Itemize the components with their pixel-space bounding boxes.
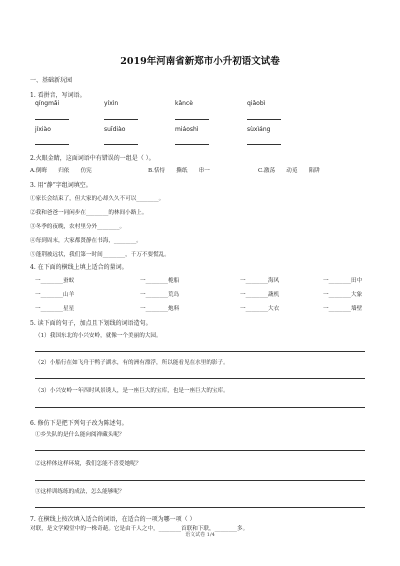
measure-word-item: 一________蚕蚁 [35,278,75,284]
measure-word-item: 一________海风 [240,278,280,284]
answer-line[interactable] [35,507,365,508]
pinyin-1: qíngmǎi [35,100,60,107]
measure-word-item: 一________山羊 [35,292,75,298]
rewrite-item-1: ①乡失队的是什么能向阅禅藏头呢？ [35,432,125,438]
measure-word-item: 一________星星 [35,306,75,312]
rewrite-item-3: ③这样训练练的成法，怎么能够呢？ [35,489,125,495]
fill-item-3: ③冬季的夜晚，农村里分外________。 [30,224,126,230]
answer-line[interactable] [35,144,69,145]
answer-line[interactable] [104,144,138,145]
sentence-item-2: （2）小船行在如飞舟于鸭子湖水，有的洲有漂浮，所以能看见在水里的影子。 [35,360,229,366]
option-a[interactable]: A.倒晦 归依 仿宪 [30,168,92,174]
question-7-stem: 7. 在横线上按次填入适合的词语，在适合的一项为哪一项（ ） [30,516,196,523]
pinyin-5: jíxiào [35,126,51,133]
answer-line[interactable] [35,480,365,481]
pinyin-8: sùxìáng [247,126,271,133]
fill-item-4: ④每到周末，大家都贤静在书海，________。 [30,238,142,244]
answer-line[interactable] [247,144,281,145]
answer-line[interactable] [35,351,365,352]
question-7-text: 对联，是文学殿堂中的一株奇葩。它是由千人之中，________首联和下联，________多。 [30,526,249,532]
answer-line[interactable] [175,144,209,145]
measure-word-item: 一________桅船 [140,278,180,284]
measure-word-item: 一________大象 [323,292,363,298]
fill-item-1: ①家长会结束了，但大家的心却久久不可以________。 [30,196,165,202]
measure-word-item: 一________田中 [323,278,363,284]
option-c[interactable]: C.激荡 动觅 陷阱 [258,168,320,174]
pinyin-4: qiǎobì [247,100,266,107]
page-footer: 语文试卷 1/4 [185,532,215,538]
question-3-stem: 3. 用“静”字组词填空。 [30,182,92,189]
page-title: 2019年河南省新郑市小升初语文试卷 [120,56,280,67]
section-heading: 一、基础新玩园 [30,77,73,84]
option-b[interactable]: B.恬恃 撕纸 串一 [148,168,210,174]
sentence-item-3: （3）小兴安岭一年四时风景诱人，是一座巨大的宝库，也是一座巨大的宝库。 [35,388,229,394]
answer-line[interactable] [35,378,365,379]
answer-line[interactable] [175,119,209,120]
fill-item-2: ②我和爸爸一同闲步在________的林间小路上。 [30,210,148,216]
pinyin-7: miáoshì [175,126,199,133]
question-6-stem: 6. 修仿下是把下列句子改为陈述句。 [30,420,128,427]
measure-word-item: 一________大衣 [240,306,280,312]
sentence-item-1: （1）我国东北的小兴安岭，就像一个美丽的大园。 [35,333,162,339]
measure-word-item: 一________炮料 [140,306,180,312]
answer-line[interactable] [35,119,69,120]
pinyin-2: yíxìn [104,100,119,107]
measure-word-item: 一________荒岛 [140,292,180,298]
rewrite-item-2: ②这样体这样环境，我们怎能不喜爱她呢？ [35,461,142,467]
answer-line[interactable] [35,450,365,451]
pinyin-6: suīdiào [104,126,126,133]
question-1-stem: 1. 看拼音，写词语。 [30,92,86,99]
answer-line[interactable] [35,407,365,408]
question-4-stem: 4. 在下面的横线上填上适合的量词。 [30,264,128,271]
answer-line[interactable] [104,119,138,120]
measure-word-item: 一________墙壁 [323,306,363,312]
pinyin-3: kǎncè [175,100,193,107]
answer-line[interactable] [247,119,281,120]
question-2-stem: 2.火眼金睛，这面词语中有错误的一组是（ ）。 [30,155,155,162]
measure-word-item: 一________蔬机 [240,292,280,298]
question-5-stem: 5. 读下面的句子，加点且下划线的词语造句。 [30,320,152,327]
fill-item-5: ⑤蓬荆被远状，我们第一时间________，千万不要慌乱。 [30,252,170,258]
